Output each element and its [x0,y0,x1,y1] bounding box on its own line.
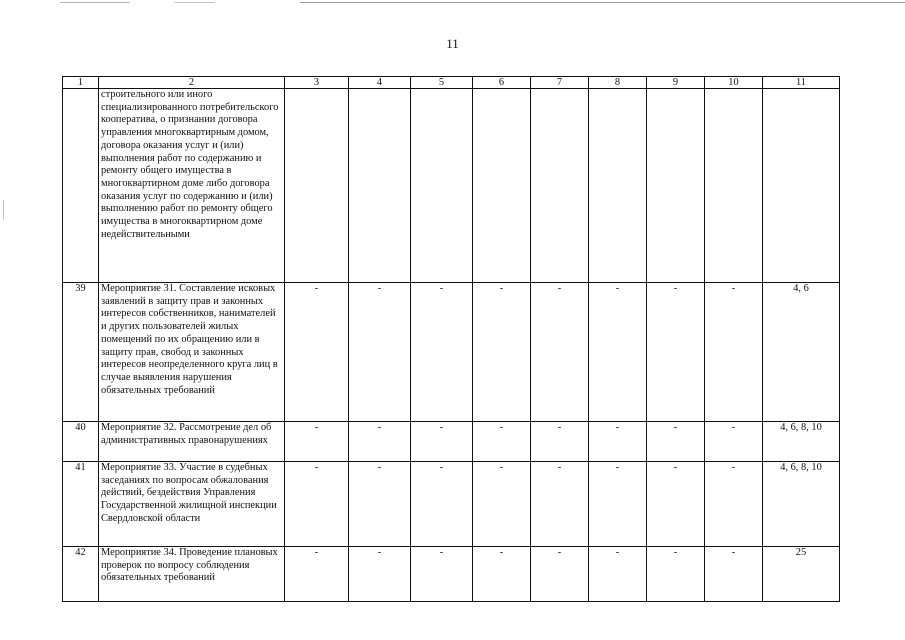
row-cell: - [705,462,763,547]
scan-edge-line [300,2,905,3]
row-description: строительного или иного специализированного потребительского кооператива, о признании договора управления многоквартирным домом, договора оказания услуг и (или) выполнения работ по содержанию и ремонту общего имущества в многоквартирном доме либо договора оказания услуг по содержанию и (или) выполнению работ по ремонту общего имущества в многоквартирном доме недействительными [99,89,285,283]
row-number: 42 [63,547,99,602]
row-cell [411,89,473,283]
row-cell: - [349,547,411,602]
page-number: 11 [446,36,459,51]
row-cell [589,89,647,283]
row-cell [705,89,763,283]
row-cell: - [531,547,589,602]
table-row [63,89,840,283]
row-number [63,89,99,283]
row-cell: - [285,547,349,602]
column-header: 8 [589,77,647,89]
row-cell: - [285,283,349,422]
row-cell: - [589,422,647,462]
row-cell: - [349,422,411,462]
row-cell: - [285,462,349,547]
row-cell: - [531,283,589,422]
row-cell [349,89,411,283]
row-cell: - [647,547,705,602]
row-cell: - [473,462,531,547]
scan-edge-mark [60,2,130,3]
column-header: 7 [531,77,589,89]
row-cell: - [647,283,705,422]
row-cell: - [411,462,473,547]
row-reference: 4, 6, 8, 10 [763,422,840,462]
column-header: 2 [99,77,285,89]
row-cell: - [531,462,589,547]
table-row [63,547,840,602]
row-cell: - [473,422,531,462]
column-header: 10 [705,77,763,89]
row-cell: - [531,422,589,462]
row-cell: - [705,422,763,462]
row-number: 41 [63,462,99,547]
row-cell [647,89,705,283]
column-header: 9 [647,77,705,89]
scan-edge-mark [175,2,215,3]
row-cell: - [349,283,411,422]
row-cell: - [473,547,531,602]
row-cell: - [647,462,705,547]
row-cell: - [705,547,763,602]
row-cell [285,89,349,283]
table-header-row [63,77,840,89]
row-cell [531,89,589,283]
column-header: 1 [63,77,99,89]
measures-table [62,76,840,602]
row-reference: 25 [763,547,840,602]
row-description: Мероприятие 32. Рассмотрение дел об административных правонарушениях [99,422,285,462]
row-cell: - [705,283,763,422]
row-reference [763,89,840,283]
table-row [63,422,840,462]
row-cell: - [473,283,531,422]
column-header: 3 [285,77,349,89]
row-cell: - [285,422,349,462]
row-number: 39 [63,283,99,422]
row-cell [473,89,531,283]
column-header: 6 [473,77,531,89]
row-description: Мероприятие 33. Участие в судебных заседаниях по вопросам обжалования действий, бездействия Управления Государственной жилищной инспекции Свердловской области [99,462,285,547]
row-reference: 4, 6, 8, 10 [763,462,840,547]
row-description: Мероприятие 34. Проведение плановых проверок по вопросу соблюдения обязательных требований [99,547,285,602]
row-cell: - [411,283,473,422]
row-description: Мероприятие 31. Составление исковых заявлений в защиту прав и законных интересов собственников, нанимателей и других пользователей жилых помещений по их обращению или в защиту прав, свобод и законных интересов неопределенного круга лиц в случае выявления нарушения обязательных требований [99,283,285,422]
row-cell: - [589,462,647,547]
scan-edge-mark [3,200,4,220]
column-header: 11 [763,77,840,89]
row-cell: - [589,547,647,602]
row-number: 40 [63,422,99,462]
row-cell: - [647,422,705,462]
column-header: 5 [411,77,473,89]
row-cell: - [411,422,473,462]
row-reference: 4, 6 [763,283,840,422]
table-row [63,462,840,547]
row-cell: - [589,283,647,422]
table-row [63,283,840,422]
row-cell: - [349,462,411,547]
row-cell: - [411,547,473,602]
column-header: 4 [349,77,411,89]
